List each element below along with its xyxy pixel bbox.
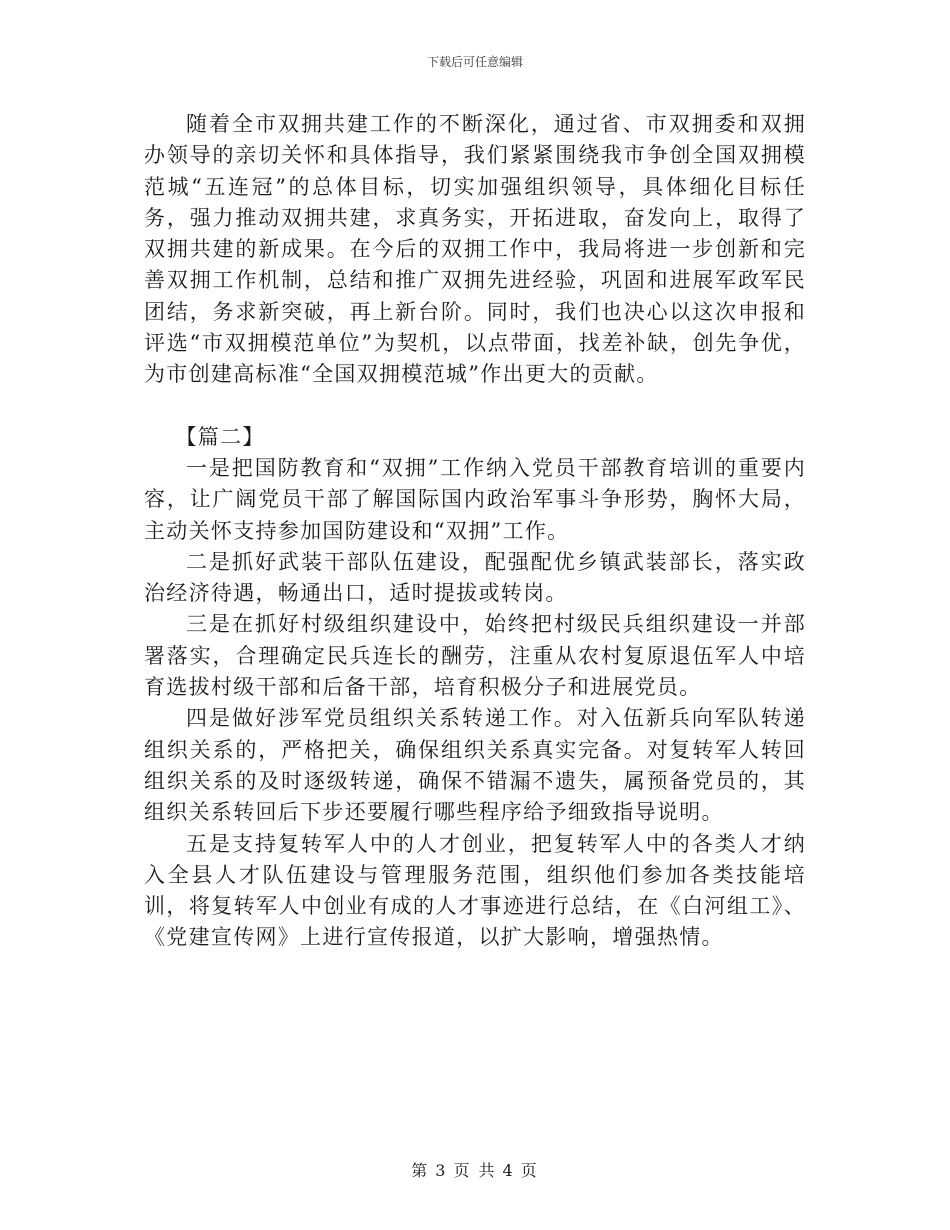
paragraph-3: 三是在抓好村级组织建设中，始终把村级民兵组织建设一并部署落实，合理确定民兵连长的酬劳，注重从农村复原退伍军人中培育选拔村级干部和后备干部，培育积极分子和进展党员。 <box>144 612 806 700</box>
document-body <box>144 109 806 954</box>
footer-prefix: 第 <box>411 1161 430 1180</box>
page-footer <box>0 1158 950 1181</box>
paragraph-5: 五是支持复转军人中的人才创业，把复转军人中的各类人才纳入全县人才队伍建设与管理服务范围，组织他们参加各类技能培训，将复转军人中创业有成的人才事迹进行总结，在《白河组工》、《党建宣传网》上进行宣传报道，以扩大影响，增强热情。 <box>144 831 806 950</box>
footer-middle: 页 共 <box>453 1161 497 1180</box>
footer-suffix: 页 <box>520 1161 539 1180</box>
footer-total-pages: 4 <box>502 1161 515 1180</box>
paragraph-1: 一是把国防教育和“双拥”工作纳入党员干部教育培训的重要内容，让广阔党员干部了解国际国内政治军事斗争形势，胸怀大局，主动关怀支持参加国防建设和“双拥”工作。 <box>144 455 806 543</box>
page-header: 下载后可任意编辑 <box>426 55 523 69</box>
footer-page-number: 3 <box>435 1161 448 1180</box>
paragraph-2: 二是抓好武装干部队伍建设，配强配优乡镇武装部长，落实政治经济待遇，畅通出口，适时提拔或转岗。 <box>144 549 806 606</box>
paragraph-4: 四是做好涉军党员组织关系转递工作。对入伍新兵向军队转递组织关系的，严格把关，确保组织关系真实完备。对复转军人转回组织关系的及时逐级转递，确保不错漏不遗失，属预备党员的，其组织关系转回后下步还要履行哪些程序给予细致指导说明。 <box>144 706 806 825</box>
section-title: 【篇二】 <box>175 424 265 449</box>
intro-paragraph: 随着全市双拥共建工作的不断深化，通过省、市双拥委和双拥办领导的亲切关怀和具体指导，我们紧紧围绕我市争创全国双拥模范城“五连冠”的总体目标，切实加强组织领导，具体细化目标任务，强力推动双拥共建，求真务实，开拓进取，奋发向上，取得了双拥共建的新成果。在今后的双拥工作中，我局将进一步创新和完善双拥工作机制，总结和推广双拥先进经验，巩固和进展军政军民团结，务求新突破，再上新台阶。同时，我们也决心以这次申报和评选“市双拥模范单位”为契机，以点带面，找差补缺，创先争优，为市创建高标准“全国双拥模范城”作出更大的贡献。 <box>144 112 806 387</box>
